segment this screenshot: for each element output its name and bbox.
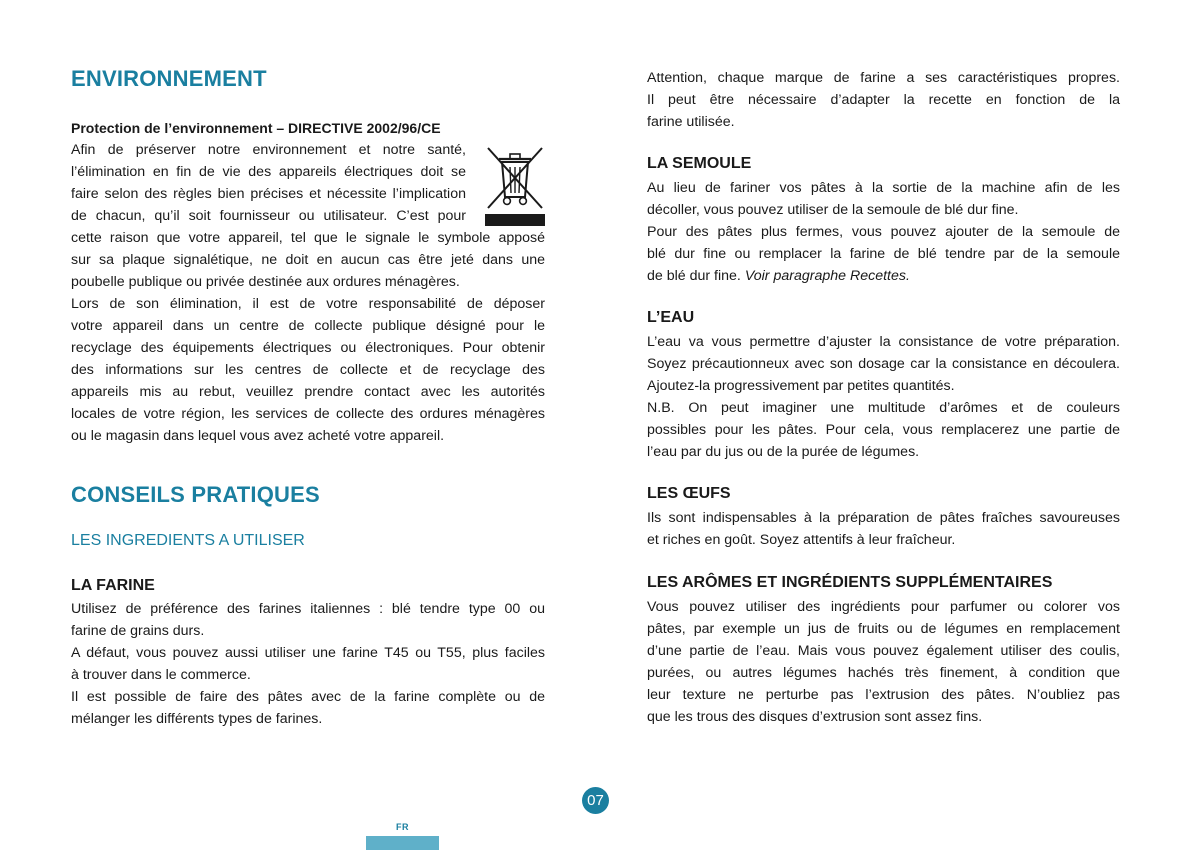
text-line: Il est possible de faire des pâtes avec de la farine complète ou de	[71, 689, 545, 705]
water-heading: L’EAU	[647, 309, 695, 326]
text-line: Ils sont indispensables à la préparation de pâtes fraîches savoureuses	[647, 510, 1120, 526]
environment-paragraph-wrapped	[71, 139, 466, 227]
text-fragment: de blé dur fine.	[647, 268, 745, 284]
text-line: L’eau va vous permettre d’ajuster la consistance de votre préparation.	[647, 334, 1120, 350]
text-line: poubelle publique ou privée destinée aux ordures ménagères.	[71, 274, 460, 290]
flour-paragraph	[71, 598, 545, 730]
ingredients-heading: LES INGREDIENTS A UTILISER	[71, 532, 305, 549]
text-line: sur sa plaque signalétique, ne doit en aucun cas être jeté dans une	[71, 252, 545, 268]
text-line	[647, 265, 1120, 287]
text-line: l’élimination en fin de vie des appareils électriques doit se	[71, 164, 466, 180]
text-line: Pour des pâtes plus fermes, vous pouvez ajouter de la semoule de	[647, 224, 1120, 240]
eggs-paragraph	[647, 507, 1120, 551]
text-line: Lors de son élimination, il est de votre responsabilité de déposer	[71, 296, 545, 312]
text-line: leur texture ne perturbe pas l’extrusion des pâtes. N’oubliez pas	[647, 687, 1120, 703]
text-line: A défaut, vous pouvez aussi utiliser une farine T45 ou T55, plus faciles	[71, 645, 545, 661]
text-line: mélanger les différents types de farines.	[71, 711, 323, 727]
flavors-heading: LES ARÔMES ET INGRÉDIENTS SUPPLÉMENTAIRES	[647, 574, 1053, 591]
text-line: possibles pour les pâtes. Pour cela, vous remplacerez une partie de	[647, 422, 1120, 438]
language-label: FR	[396, 822, 409, 832]
tips-title: CONSEILS PRATIQUES	[71, 482, 320, 507]
text-line: Utilisez de préférence des farines italiennes : blé tendre type 00 ou	[71, 601, 545, 617]
eggs-heading: LES ŒUFS	[647, 485, 731, 502]
text-line: Vous pouvez utiliser des ingrédients pour parfumer ou colorer vos	[647, 599, 1120, 615]
text-line: Au lieu de fariner vos pâtes à la sortie de la machine afin de les	[647, 180, 1120, 196]
text-line: purées, ou autres légumes hachés très finement, à condition que	[647, 665, 1120, 681]
text-line: que les trous des disques d’extrusion sont assez fins.	[647, 709, 983, 725]
text-line: appareils mis au rebut, veuillez prendre contact avec les autorités	[71, 384, 545, 400]
semolina-heading: LA SEMOULE	[647, 155, 752, 172]
text-line: Afin de préserver notre environnement et notre santé,	[71, 142, 466, 158]
text-line: blé dur fine ou remplacer la farine de blé tendre par de la semoule	[647, 246, 1120, 262]
text-line: cette raison que votre appareil, tel que le signale le symbole apposé	[71, 230, 545, 246]
text-line: Attention, chaque marque de farine a ses caractéristiques propres.	[647, 70, 1120, 86]
text-line: de chacun, qu’il soit fournisseur ou utilisateur. C’est pour	[71, 208, 466, 224]
semolina-paragraph	[647, 177, 1120, 287]
text-line: Ajoutez-la progressivement par petites quantités.	[647, 378, 955, 394]
directive-subheading: Protection de l’environnement – DIRECTIVE 2002/96/CE	[71, 120, 441, 136]
text-line: Il peut être nécessaire d’adapter la recette en fonction de la	[647, 92, 1120, 108]
text-line: recyclage des équipements électriques ou électroniques. Pour obtenir	[71, 340, 545, 356]
text-line: d’une partie de l’eau. Mais vous pouvez également utiliser des coulis,	[647, 643, 1120, 659]
text-line: des informations sur les centres de collecte et de recyclage des	[71, 362, 545, 378]
water-paragraph	[647, 331, 1120, 463]
text-line: ou le magasin dans lequel vous avez acheté votre appareil.	[71, 428, 445, 444]
recipes-reference: Voir paragraphe Recettes.	[744, 268, 910, 284]
flavors-paragraph	[647, 596, 1120, 728]
text-line: N.B. On peut imaginer une multitude d’arômes et de couleurs	[647, 400, 1120, 416]
language-bar	[366, 836, 439, 850]
environment-title: ENVIRONNEMENT	[71, 66, 267, 91]
text-line: faire selon des règles bien précises et nécessite l’implication	[71, 186, 466, 202]
flour-note-paragraph	[647, 67, 1120, 133]
text-line: farine de grains durs.	[71, 623, 205, 639]
crossed-out-wheelie-bin-icon	[485, 145, 545, 227]
text-line: l’eau par du jus ou de la purée de légumes.	[647, 444, 920, 460]
text-line: à trouver dans le commerce.	[71, 667, 251, 683]
flour-heading: LA FARINE	[71, 577, 155, 594]
text-line: Soyez précautionneux avec son dosage car la consistance en découlera.	[647, 356, 1120, 372]
environment-paragraph	[71, 227, 545, 447]
page-number: 07	[582, 787, 609, 814]
text-line: et riches en goût. Soyez attentifs à leur fraîcheur.	[647, 532, 956, 548]
text-line: pâtes, par exemple un jus de fruits ou de légumes en remplacement	[647, 621, 1120, 637]
text-line: farine utilisée.	[647, 114, 735, 130]
text-line: votre appareil dans un centre de collecte publique désigné pour le	[71, 318, 545, 334]
text-line: locales de votre région, les services de collecte des ordures ménagères	[71, 406, 545, 422]
text-line: décoller, vous pouvez utiliser de la semoule de blé dur fine.	[647, 202, 1019, 218]
